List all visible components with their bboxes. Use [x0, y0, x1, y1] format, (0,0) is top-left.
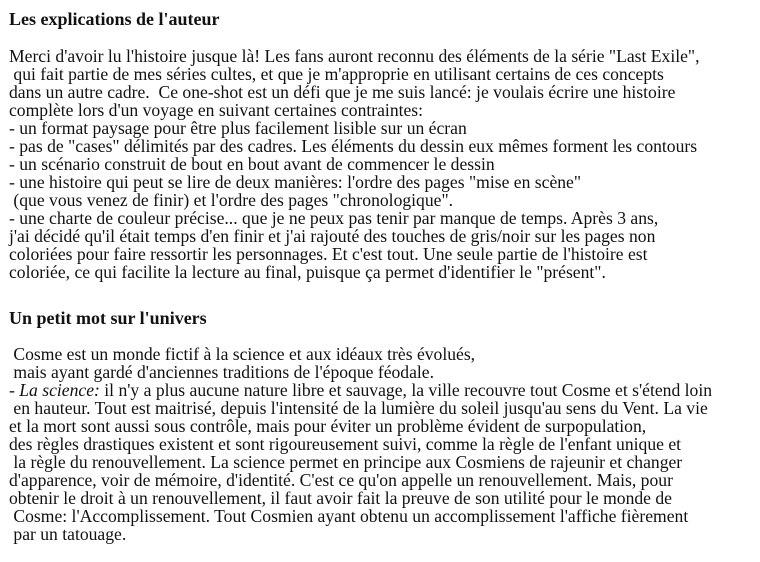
list-dash: -: [9, 380, 20, 400]
paragraph-line-science: [9, 381, 712, 399]
paragraph-line: coloriées pour faire ressortir les personnages. Et c'est tout. Une seule partie de l'histoire est: [9, 244, 648, 264]
paragraph-line: Merci d'avoir lu l'histoire jusque là! Les fans auront reconnu des éléments de la série "Last Exile",: [9, 46, 700, 66]
paragraph-line: en hauteur. Tout est maitrisé, depuis l'intensité de la lumière du soleil jusqu'au sens du Vent. La vie: [9, 398, 708, 418]
paragraph-line: et la mort sont aussi sous contrôle, mais pour éviter un problème évident de surpopulation,: [9, 416, 647, 436]
paragraph-line: - un format paysage pour être plus facilement lisible sur un écran: [9, 118, 467, 138]
paragraph-line: - une histoire qui peut se lire de deux manières: l'ordre des pages "mise en scène": [9, 172, 582, 192]
section-heading-author-notes: Les explications de l'auteur: [9, 9, 220, 29]
paragraph-line: coloriée, ce qui facilite la lecture au final, puisque ça permet d'identifier le "présent".: [9, 262, 606, 282]
science-label: La science:: [19, 380, 100, 400]
science-text: il n'y a plus aucune nature libre et sauvage, la ville recouvre tout Cosme et s'étend loin: [99, 380, 713, 400]
paragraph-line: - un scénario construit de bout en bout avant de commencer le dessin: [9, 154, 495, 174]
paragraph-line: j'ai décidé qu'il était temps d'en finir et j'ai rajouté des touches de gris/noir sur les pages non: [9, 226, 656, 246]
paragraph-line: dans un autre cadre. Ce one-shot est un défi que je me suis lancé: je voulais écrire une histoire: [9, 82, 676, 102]
paragraph-line: Cosme: l'Accomplissement. Tout Cosmien ayant obtenu un accomplissement l'affiche fièrement: [9, 506, 689, 526]
paragraph-line: mais ayant gardé d'anciennes traditions de l'époque féodale.: [9, 362, 435, 382]
paragraph-line: qui fait partie de mes séries cultes, et que je m'approprie en utilisant certains de ces concepts: [9, 64, 664, 84]
paragraph-line: la règle du renouvellement. La science permet en principe aux Cosmiens de rajeunir et changer: [9, 452, 683, 472]
paragraph-line: des règles drastiques existent et sont rigoureusement suivi, comme la règle de l'enfant unique et: [9, 434, 682, 454]
paragraph-line: (que vous venez de finir) et l'ordre des pages "chronologique".: [9, 190, 454, 210]
paragraph-line: complète lors d'un voyage en suivant certaines contraintes:: [9, 100, 424, 120]
paragraph-line: - une charte de couleur précise... que je ne peux pas tenir par manque de temps. Après 3 ans,: [9, 208, 659, 228]
section-heading-universe: Un petit mot sur l'univers: [9, 308, 207, 328]
paragraph-line: d'apparence, voir de mémoire, d'identité. C'est ce qu'on appelle un renouvellement. Mais, pour: [9, 470, 673, 490]
paragraph-line: obtenir le droit à un renouvellement, il faut avoir fait la preuve de son utilité pour le monde de: [9, 488, 672, 508]
paragraph-line: Cosme est un monde fictif à la science et aux idéaux très évolués,: [9, 344, 476, 364]
paragraph-line: par un tatouage.: [9, 524, 127, 544]
paragraph-line: - pas de "cases" délimités par des cadres. Les éléments du dessin eux mêmes forment les contours: [9, 136, 698, 156]
